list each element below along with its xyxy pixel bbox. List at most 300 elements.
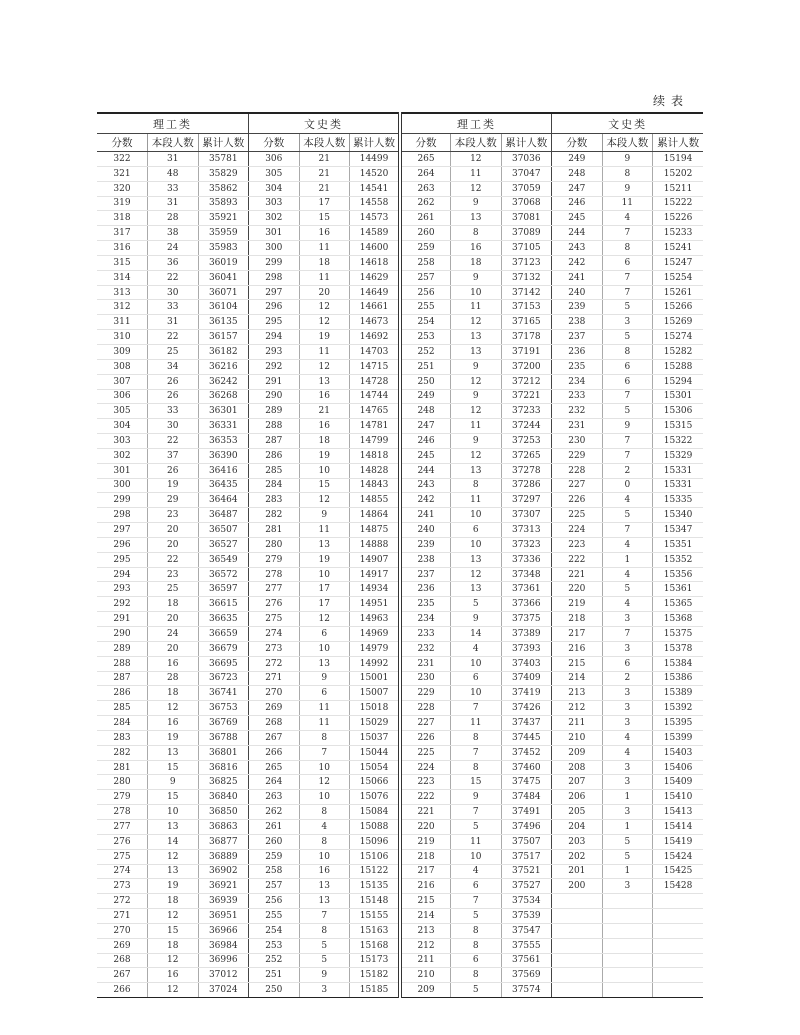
score-cell: 213 (400, 923, 451, 938)
score-cell: 256 (249, 894, 300, 909)
cumulative-count-cell: 36104 (198, 300, 249, 315)
cumulative-count-cell: 36435 (198, 478, 249, 493)
cumulative-count-cell: 36902 (198, 864, 249, 879)
empty-cell (602, 983, 653, 998)
score-distribution-table (97, 112, 703, 998)
segment-count-cell: 6 (451, 523, 502, 538)
score-cell: 272 (97, 894, 148, 909)
cumulative-count-cell: 15274 (653, 330, 704, 345)
score-cell: 281 (97, 760, 148, 775)
score-cell: 229 (400, 686, 451, 701)
cumulative-count-cell: 37452 (501, 745, 552, 760)
cumulative-count-cell: 37445 (501, 730, 552, 745)
table-header (97, 113, 703, 152)
cumulative-count-cell: 37460 (501, 760, 552, 775)
score-cell: 279 (249, 552, 300, 567)
empty-cell (552, 894, 603, 909)
cumulative-count-cell: 15294 (653, 374, 704, 389)
cumulative-count-cell: 14888 (350, 537, 401, 552)
cumulative-count-cell: 35862 (198, 181, 249, 196)
empty-cell (602, 968, 653, 983)
table-row (97, 493, 703, 508)
score-cell: 320 (97, 181, 148, 196)
cumulative-count-cell: 36331 (198, 419, 249, 434)
cumulative-count-cell: 37496 (501, 819, 552, 834)
cumulative-count-cell: 15084 (350, 805, 401, 820)
segment-count-cell: 11 (299, 344, 350, 359)
segment-count-cell: 4 (451, 641, 502, 656)
score-cell: 229 (552, 448, 603, 463)
cumulative-count-cell: 15322 (653, 434, 704, 449)
table-row (97, 404, 703, 419)
segment-count-cell: 15 (299, 478, 350, 493)
score-cell: 257 (400, 270, 451, 285)
score-cell: 204 (552, 819, 603, 834)
cumulative-count-cell: 36572 (198, 567, 249, 582)
table-row (97, 552, 703, 567)
category-header: 文史类 (249, 113, 401, 134)
continued-table-label: 续表 (653, 94, 690, 108)
score-cell: 275 (249, 612, 300, 627)
segment-count-cell: 6 (299, 686, 350, 701)
cumulative-count-cell: 15365 (653, 597, 704, 612)
score-cell: 214 (552, 671, 603, 686)
score-cell: 304 (97, 419, 148, 434)
cumulative-count-cell: 15173 (350, 953, 401, 968)
score-cell: 247 (400, 419, 451, 434)
cumulative-count-cell: 36071 (198, 285, 249, 300)
segment-count-cell: 3 (602, 775, 653, 790)
column-header-score: 分数 (552, 134, 603, 152)
score-cell: 250 (400, 374, 451, 389)
score-cell: 255 (249, 909, 300, 924)
score-cell: 215 (552, 656, 603, 671)
table-row (97, 775, 703, 790)
score-cell: 305 (249, 166, 300, 181)
cumulative-count-cell: 15392 (653, 701, 704, 716)
table-row (97, 909, 703, 924)
score-cell: 230 (400, 671, 451, 686)
score-cell: 248 (552, 166, 603, 181)
segment-count-cell: 7 (451, 805, 502, 820)
segment-count-cell: 7 (451, 894, 502, 909)
cumulative-count-cell: 15222 (653, 196, 704, 211)
segment-count-cell: 12 (148, 909, 199, 924)
cumulative-count-cell: 36487 (198, 508, 249, 523)
cumulative-count-cell: 14703 (350, 344, 401, 359)
score-cell: 258 (249, 864, 300, 879)
segment-count-cell: 15 (148, 790, 199, 805)
segment-count-cell: 18 (299, 255, 350, 270)
segment-count-cell: 38 (148, 226, 199, 241)
table-row (97, 285, 703, 300)
score-cell: 245 (400, 448, 451, 463)
cumulative-count-cell: 36527 (198, 537, 249, 552)
segment-count-cell: 13 (299, 656, 350, 671)
empty-cell (552, 938, 603, 953)
segment-count-cell: 31 (148, 152, 199, 167)
segment-count-cell: 7 (602, 523, 653, 538)
segment-count-cell: 10 (451, 656, 502, 671)
score-cell: 219 (400, 834, 451, 849)
segment-count-cell: 11 (602, 196, 653, 211)
score-cell: 227 (400, 716, 451, 731)
table-row (97, 730, 703, 745)
segment-count-cell: 3 (602, 315, 653, 330)
cumulative-count-cell: 15428 (653, 879, 704, 894)
cumulative-count-cell: 37361 (501, 582, 552, 597)
table-row (97, 819, 703, 834)
score-cell: 297 (249, 285, 300, 300)
segment-count-cell: 10 (451, 537, 502, 552)
table-row (97, 152, 703, 167)
cumulative-count-cell: 15211 (653, 181, 704, 196)
score-cell: 211 (552, 716, 603, 731)
cumulative-count-cell: 15384 (653, 656, 704, 671)
cumulative-count-cell: 36549 (198, 552, 249, 567)
table-row (97, 330, 703, 345)
score-cell: 212 (552, 701, 603, 716)
score-cell: 271 (97, 909, 148, 924)
segment-count-cell: 11 (451, 300, 502, 315)
score-cell: 305 (97, 404, 148, 419)
cumulative-count-cell: 35893 (198, 196, 249, 211)
table-row (97, 181, 703, 196)
cumulative-count-cell: 14992 (350, 656, 401, 671)
empty-cell (602, 938, 653, 953)
segment-count-cell: 31 (148, 196, 199, 211)
segment-count-cell: 9 (148, 775, 199, 790)
score-cell: 234 (400, 612, 451, 627)
cumulative-count-cell: 37393 (501, 641, 552, 656)
score-cell: 282 (249, 508, 300, 523)
cumulative-count-cell: 37012 (198, 968, 249, 983)
cumulative-count-cell: 14573 (350, 211, 401, 226)
segment-count-cell: 10 (451, 285, 502, 300)
segment-count-cell: 12 (148, 701, 199, 716)
score-cell: 299 (249, 255, 300, 270)
score-cell: 279 (97, 790, 148, 805)
table-row (97, 315, 703, 330)
segment-count-cell: 24 (148, 241, 199, 256)
cumulative-count-cell: 37221 (501, 389, 552, 404)
score-cell: 245 (552, 211, 603, 226)
cumulative-count-cell: 36157 (198, 330, 249, 345)
score-cell: 260 (249, 834, 300, 849)
segment-count-cell: 10 (451, 508, 502, 523)
score-cell: 293 (249, 344, 300, 359)
column-header-cumulative-count: 累计人数 (350, 134, 401, 152)
cumulative-count-cell: 36769 (198, 716, 249, 731)
cumulative-count-cell: 37233 (501, 404, 552, 419)
segment-count-cell: 3 (602, 879, 653, 894)
cumulative-count-cell: 35983 (198, 241, 249, 256)
score-cell: 264 (249, 775, 300, 790)
cumulative-count-cell: 15386 (653, 671, 704, 686)
score-cell: 264 (400, 166, 451, 181)
cumulative-count-cell: 15282 (653, 344, 704, 359)
cumulative-count-cell: 15356 (653, 567, 704, 582)
score-cell: 285 (249, 463, 300, 478)
segment-count-cell: 33 (148, 300, 199, 315)
segment-count-cell: 6 (451, 879, 502, 894)
cumulative-count-cell: 15096 (350, 834, 401, 849)
cumulative-count-cell: 15403 (653, 745, 704, 760)
segment-count-cell: 9 (602, 419, 653, 434)
score-cell: 227 (552, 478, 603, 493)
segment-count-cell: 8 (451, 760, 502, 775)
segment-count-cell: 13 (451, 330, 502, 345)
score-cell: 243 (552, 241, 603, 256)
segment-count-cell: 4 (602, 493, 653, 508)
table-row (97, 760, 703, 775)
score-cell: 225 (552, 508, 603, 523)
segment-count-cell: 11 (451, 493, 502, 508)
segment-count-cell: 11 (299, 241, 350, 256)
column-header-score: 分数 (400, 134, 451, 152)
cumulative-count-cell: 37555 (501, 938, 552, 953)
segment-count-cell: 12 (451, 374, 502, 389)
segment-count-cell: 0 (602, 478, 653, 493)
table-row (97, 864, 703, 879)
score-cell: 236 (400, 582, 451, 597)
cumulative-count-cell: 37574 (501, 983, 552, 998)
score-cell: 233 (552, 389, 603, 404)
score-cell: 240 (400, 523, 451, 538)
table-row (97, 849, 703, 864)
segment-count-cell: 6 (602, 255, 653, 270)
empty-cell (602, 894, 653, 909)
cumulative-count-cell: 37278 (501, 463, 552, 478)
segment-count-cell: 8 (299, 730, 350, 745)
cumulative-count-cell: 14541 (350, 181, 401, 196)
segment-count-cell: 8 (451, 938, 502, 953)
cumulative-count-cell: 14558 (350, 196, 401, 211)
cumulative-count-cell: 36242 (198, 374, 249, 389)
score-cell: 251 (249, 968, 300, 983)
segment-count-cell: 17 (299, 582, 350, 597)
empty-cell (653, 923, 704, 938)
cumulative-count-cell: 37507 (501, 834, 552, 849)
cumulative-count-cell: 14661 (350, 300, 401, 315)
segment-count-cell: 3 (602, 641, 653, 656)
segment-count-cell: 12 (148, 983, 199, 998)
cumulative-count-cell: 15425 (653, 864, 704, 879)
score-cell: 256 (400, 285, 451, 300)
segment-count-cell: 4 (602, 211, 653, 226)
score-cell: 232 (552, 404, 603, 419)
cumulative-count-cell: 14692 (350, 330, 401, 345)
segment-count-cell: 16 (451, 241, 502, 256)
score-cell: 295 (249, 315, 300, 330)
cumulative-count-cell: 37419 (501, 686, 552, 701)
cumulative-count-cell: 36723 (198, 671, 249, 686)
score-cell: 270 (249, 686, 300, 701)
score-cell: 249 (552, 152, 603, 167)
score-cell: 222 (400, 790, 451, 805)
score-cell: 308 (97, 359, 148, 374)
cumulative-count-cell: 15001 (350, 671, 401, 686)
cumulative-count-cell: 37253 (501, 434, 552, 449)
score-cell: 304 (249, 181, 300, 196)
segment-count-cell: 17 (299, 196, 350, 211)
score-cell: 303 (249, 196, 300, 211)
score-cell: 241 (400, 508, 451, 523)
score-cell: 260 (400, 226, 451, 241)
score-cell: 241 (552, 270, 603, 285)
segment-count-cell: 7 (602, 627, 653, 642)
cumulative-count-cell: 37389 (501, 627, 552, 642)
segment-count-cell: 19 (148, 478, 199, 493)
score-cell: 226 (400, 730, 451, 745)
score-cell: 277 (249, 582, 300, 597)
segment-count-cell: 12 (299, 775, 350, 790)
segment-count-cell: 5 (602, 834, 653, 849)
cumulative-count-cell: 14864 (350, 508, 401, 523)
cumulative-count-cell: 15241 (653, 241, 704, 256)
cumulative-count-cell: 15406 (653, 760, 704, 775)
score-cell: 313 (97, 285, 148, 300)
score-cell: 277 (97, 819, 148, 834)
segment-count-cell: 10 (299, 849, 350, 864)
column-header-segment-count: 本段人数 (602, 134, 653, 152)
segment-count-cell: 13 (451, 344, 502, 359)
cumulative-count-cell: 37123 (501, 255, 552, 270)
segment-count-cell: 3 (602, 701, 653, 716)
score-cell: 215 (400, 894, 451, 909)
segment-count-cell: 19 (299, 448, 350, 463)
cumulative-count-cell: 37403 (501, 656, 552, 671)
segment-count-cell: 18 (148, 686, 199, 701)
segment-count-cell: 16 (299, 389, 350, 404)
cumulative-count-cell: 37484 (501, 790, 552, 805)
segment-count-cell: 9 (451, 270, 502, 285)
segment-count-cell: 8 (451, 730, 502, 745)
segment-count-cell: 8 (299, 805, 350, 820)
score-cell: 266 (97, 983, 148, 998)
segment-count-cell: 6 (451, 953, 502, 968)
segment-count-cell: 2 (602, 671, 653, 686)
segment-count-cell: 7 (602, 389, 653, 404)
segment-count-cell: 23 (148, 567, 199, 582)
score-cell: 272 (249, 656, 300, 671)
cumulative-count-cell: 36996 (198, 953, 249, 968)
score-cell: 240 (552, 285, 603, 300)
segment-count-cell: 19 (299, 552, 350, 567)
score-cell: 216 (552, 641, 603, 656)
segment-count-cell: 4 (299, 819, 350, 834)
table-row (97, 196, 703, 211)
cumulative-count-cell: 14843 (350, 478, 401, 493)
cumulative-count-cell: 14781 (350, 419, 401, 434)
score-cell: 205 (552, 805, 603, 820)
column-header-cumulative-count: 累计人数 (653, 134, 704, 152)
score-cell: 224 (400, 760, 451, 775)
segment-count-cell: 13 (451, 582, 502, 597)
score-cell: 280 (249, 537, 300, 552)
score-cell: 286 (97, 686, 148, 701)
segment-count-cell: 10 (451, 849, 502, 864)
segment-count-cell: 20 (148, 523, 199, 538)
score-cell: 268 (249, 716, 300, 731)
cumulative-count-cell: 14799 (350, 434, 401, 449)
cumulative-count-cell: 14951 (350, 597, 401, 612)
segment-count-cell: 7 (451, 701, 502, 716)
segment-count-cell: 48 (148, 166, 199, 181)
cumulative-count-cell: 36635 (198, 612, 249, 627)
segment-count-cell: 7 (602, 226, 653, 241)
segment-count-cell: 20 (148, 641, 199, 656)
segment-count-cell: 13 (451, 552, 502, 567)
table-row (97, 567, 703, 582)
segment-count-cell: 34 (148, 359, 199, 374)
cumulative-count-cell: 15361 (653, 582, 704, 597)
cumulative-count-cell: 15261 (653, 285, 704, 300)
cumulative-count-cell: 37348 (501, 567, 552, 582)
score-cell: 301 (249, 226, 300, 241)
cumulative-count-cell: 15329 (653, 448, 704, 463)
cumulative-count-cell: 15233 (653, 226, 704, 241)
score-cell: 218 (400, 849, 451, 864)
segment-count-cell: 13 (299, 374, 350, 389)
cumulative-count-cell: 15335 (653, 493, 704, 508)
segment-count-cell: 6 (602, 359, 653, 374)
cumulative-count-cell: 15413 (653, 805, 704, 820)
segment-count-cell: 13 (148, 745, 199, 760)
cumulative-count-cell: 37375 (501, 612, 552, 627)
column-header-score: 分数 (249, 134, 300, 152)
empty-cell (653, 968, 704, 983)
score-cell: 220 (400, 819, 451, 834)
cumulative-count-cell: 14963 (350, 612, 401, 627)
cumulative-count-cell: 37366 (501, 597, 552, 612)
cumulative-count-cell: 37212 (501, 374, 552, 389)
cumulative-count-cell: 15018 (350, 701, 401, 716)
cumulative-count-cell: 37024 (198, 983, 249, 998)
segment-count-cell: 36 (148, 255, 199, 270)
score-cell: 295 (97, 552, 148, 567)
score-cell: 311 (97, 315, 148, 330)
score-cell: 290 (97, 627, 148, 642)
score-cell: 200 (552, 879, 603, 894)
cumulative-count-cell: 15395 (653, 716, 704, 731)
column-header-cumulative-count: 累计人数 (501, 134, 552, 152)
cumulative-count-cell: 36041 (198, 270, 249, 285)
segment-count-cell: 22 (148, 330, 199, 345)
score-cell: 282 (97, 745, 148, 760)
cumulative-count-cell: 36984 (198, 938, 249, 953)
cumulative-count-cell: 37059 (501, 181, 552, 196)
score-cell: 253 (400, 330, 451, 345)
score-cell: 266 (249, 745, 300, 760)
segment-count-cell: 9 (451, 196, 502, 211)
segment-count-cell: 15 (451, 775, 502, 790)
cumulative-count-cell: 15340 (653, 508, 704, 523)
segment-count-cell: 21 (299, 152, 350, 167)
segment-count-cell: 9 (299, 508, 350, 523)
segment-count-cell: 3 (602, 760, 653, 775)
score-cell: 223 (552, 537, 603, 552)
segment-count-cell: 18 (299, 434, 350, 449)
cumulative-count-cell: 35829 (198, 166, 249, 181)
cumulative-count-cell: 14499 (350, 152, 401, 167)
table-row (97, 686, 703, 701)
segment-count-cell: 12 (299, 493, 350, 508)
score-cell: 278 (249, 567, 300, 582)
score-cell: 244 (400, 463, 451, 478)
cumulative-count-cell: 15122 (350, 864, 401, 879)
segment-count-cell: 1 (602, 819, 653, 834)
